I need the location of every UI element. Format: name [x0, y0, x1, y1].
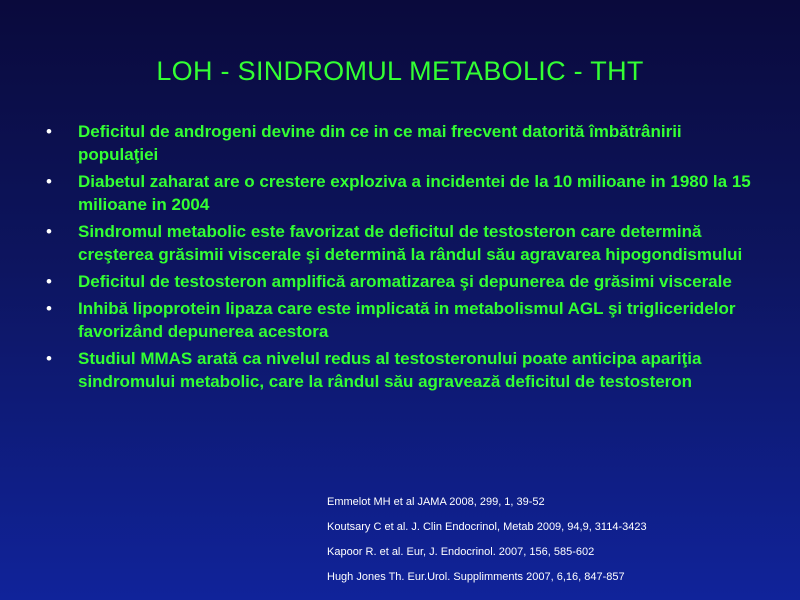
bullet-item-1	[46, 120, 766, 166]
reference-1: Emmelot MH et al JAMA 2008, 299, 1, 39-52	[327, 496, 545, 508]
bullet-dot-icon: •	[46, 222, 52, 241]
bullet-text: Inhibă lipoprotein lipaza care este implicată in metabolismul AGL şi trigliceridelor favorizând depunerea acestora	[78, 299, 736, 341]
bullet-list	[46, 120, 766, 397]
bullet-text: Deficitul de androgeni devine din ce in ce mai frecvent datorită îmbătrânirii populaţiei	[78, 122, 682, 164]
bullet-item-5	[46, 297, 766, 343]
reference-3: Kapoor R. et al. Eur, J. Endocrinol. 2007, 156, 585-602	[327, 546, 595, 558]
bullet-item-2	[46, 170, 766, 216]
bullet-dot-icon: •	[46, 122, 52, 141]
bullet-text: Sindromul metabolic este favorizat de deficitul de testosteron care determină creşterea grăsimii viscerale şi determină la rândul său agravarea hipogondismului	[78, 222, 743, 264]
bullet-text: Deficitul de testosteron amplifică aromatizarea şi depunerea de grăsimi viscerale	[78, 272, 732, 291]
bullet-item-3	[46, 220, 766, 266]
bullet-text: Studiul MMAS arată ca nivelul redus al testosteronului poate anticipa apariţia sindromului metabolic, care la rândul său agravează deficitul de testosteron	[78, 349, 702, 391]
reference-4: Hugh Jones Th. Eur.Urol. Supplimments 2007, 6,16, 847-857	[327, 571, 625, 583]
bullet-item-6	[46, 347, 766, 393]
bullet-dot-icon: •	[46, 172, 52, 191]
slide-title: LOH - SINDROMUL METABOLIC - THT	[156, 56, 644, 86]
bullet-text: Diabetul zaharat are o crestere exploziva a incidentei de la 10 milioane in 1980 la 15 milioane in 2004	[78, 172, 751, 214]
reference-2: Koutsary C et al. J. Clin Endocrinol, Metab 2009, 94,9, 3114-3423	[327, 521, 647, 533]
references	[327, 490, 787, 590]
bullet-dot-icon: •	[46, 299, 52, 318]
bullet-dot-icon: •	[46, 349, 52, 368]
bullet-item-4	[46, 270, 766, 293]
bullet-dot-icon: •	[46, 272, 52, 291]
